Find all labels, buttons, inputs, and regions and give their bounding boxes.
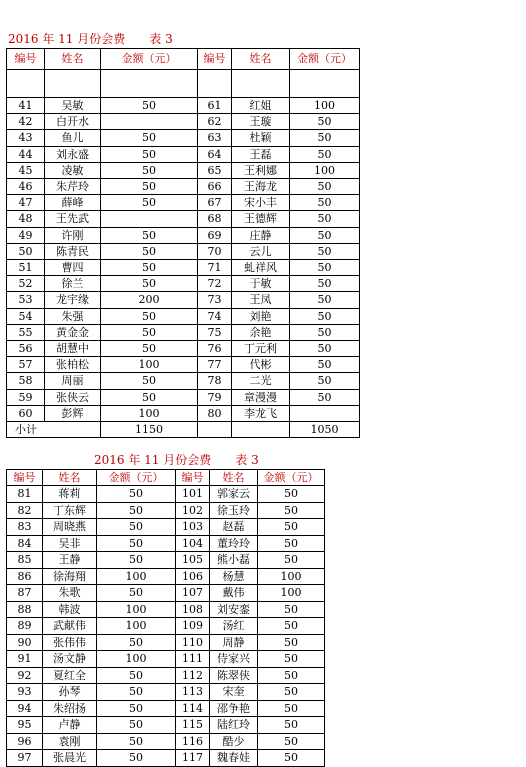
- cell-amount: 50: [101, 130, 198, 146]
- cell-name: 王海龙: [232, 179, 290, 195]
- cell-amount: 50: [101, 341, 198, 357]
- cell-amount: [101, 114, 198, 130]
- header-id: 编号: [7, 470, 43, 486]
- cell-id: 79: [198, 389, 232, 405]
- subtotal-right: 1050: [290, 422, 360, 438]
- cell-name: 章漫漫: [232, 389, 290, 405]
- table-row: [7, 733, 325, 750]
- cell-name: 宋小丰: [232, 195, 290, 211]
- cell-id: 95: [7, 717, 43, 734]
- cell-name: 红姐: [232, 98, 290, 114]
- cell-id: 44: [7, 146, 45, 162]
- header-id: 编号: [7, 49, 45, 70]
- cell-amount: 50: [258, 700, 325, 717]
- table2-body: [7, 486, 325, 767]
- cell-id: 114: [176, 700, 210, 717]
- cell-name: 于敏: [232, 276, 290, 292]
- cell-amount: 100: [97, 651, 176, 668]
- cell-id: 60: [7, 405, 45, 421]
- cell-amount: 50: [101, 179, 198, 195]
- table-row: [7, 750, 325, 767]
- cell-name: 庄静: [232, 227, 290, 243]
- cell-amount: 100: [101, 405, 198, 421]
- cell-name: 汤红: [210, 618, 258, 635]
- cell-name: 王磊: [232, 146, 290, 162]
- header-amount: 金额（元）: [290, 49, 360, 70]
- cell-name: 云儿: [232, 243, 290, 259]
- cell-name: 曹四: [45, 260, 101, 276]
- cell-amount: 50: [290, 389, 360, 405]
- cell-id: 47: [7, 195, 45, 211]
- cell-id: 84: [7, 535, 43, 552]
- cell-name: 凌敏: [45, 162, 101, 178]
- cell-amount: 50: [97, 486, 176, 503]
- cell-id: 63: [198, 130, 232, 146]
- cell-name: 赵磊: [210, 519, 258, 536]
- header-id: 编号: [198, 49, 232, 70]
- cell-name: 陈翠侠: [210, 667, 258, 684]
- cell-id: 93: [7, 684, 43, 701]
- cell-name: 杨慧: [210, 568, 258, 585]
- table-row: [7, 114, 360, 130]
- cell-name: 王先武: [45, 211, 101, 227]
- table-row: [7, 98, 360, 114]
- cell-name: 吴非: [43, 535, 97, 552]
- cell-id: 116: [176, 733, 210, 750]
- cell-name: 丁东辉: [43, 502, 97, 519]
- table-row: [7, 195, 360, 211]
- cell-id: 71: [198, 260, 232, 276]
- cell-amount: 50: [97, 535, 176, 552]
- cell-id: 41: [7, 98, 45, 114]
- cell-id: 77: [198, 357, 232, 373]
- cell-amount: 50: [290, 357, 360, 373]
- cell-amount: 100: [290, 98, 360, 114]
- table-row: [7, 341, 360, 357]
- cell-id: 92: [7, 667, 43, 684]
- cell-amount: 50: [97, 750, 176, 767]
- cell-name: 孙琴: [43, 684, 97, 701]
- cell-id: 51: [7, 260, 45, 276]
- cell-name: 韩波: [43, 601, 97, 618]
- cell-amount: 50: [290, 292, 360, 308]
- cell-amount: 100: [258, 585, 325, 602]
- cell-amount: 100: [97, 568, 176, 585]
- cell-name: 鱼儿: [45, 130, 101, 146]
- cell-id: 70: [198, 243, 232, 259]
- cell-amount: 50: [97, 684, 176, 701]
- table-row: [7, 130, 360, 146]
- cell-name: 吴敏: [45, 98, 101, 114]
- table-row: [7, 502, 325, 519]
- cell-amount: 50: [258, 667, 325, 684]
- table-row: [7, 373, 360, 389]
- cell-name: 朱芹玲: [45, 179, 101, 195]
- cell-name: 郭家云: [210, 486, 258, 503]
- cell-id: 109: [176, 618, 210, 635]
- cell-amount: 100: [101, 357, 198, 373]
- cell-amount: 50: [290, 146, 360, 162]
- cell-amount: 50: [258, 733, 325, 750]
- cell-amount: 50: [101, 162, 198, 178]
- cell-name: 二光: [232, 373, 290, 389]
- cell-name: 戴伟: [210, 585, 258, 602]
- cell-name: 王利娜: [232, 162, 290, 178]
- table-row: [7, 601, 325, 618]
- table-row: [7, 618, 325, 635]
- cell-amount: 50: [290, 373, 360, 389]
- header-amount: 金额（元）: [101, 49, 198, 70]
- cell-name: 董玲玲: [210, 535, 258, 552]
- cell-id: 101: [176, 486, 210, 503]
- header-name: 姓名: [45, 49, 101, 70]
- cell-amount: 50: [97, 552, 176, 569]
- table-row: [7, 486, 325, 503]
- cell-id: 105: [176, 552, 210, 569]
- cell-id: 78: [198, 373, 232, 389]
- cell-name: 代彬: [232, 357, 290, 373]
- table-row: [7, 211, 360, 227]
- cell-id: 46: [7, 179, 45, 195]
- cell-amount: 50: [258, 552, 325, 569]
- cell-amount: 200: [101, 292, 198, 308]
- cell-id: 90: [7, 634, 43, 651]
- cell-amount: 50: [101, 324, 198, 340]
- cell-id: 66: [198, 179, 232, 195]
- cell-id: 43: [7, 130, 45, 146]
- table-row: [7, 568, 325, 585]
- cell-name: 魏春娃: [210, 750, 258, 767]
- header-amount: 金额（元）: [258, 470, 325, 486]
- cell-amount: 50: [101, 243, 198, 259]
- fee-table-2: [6, 469, 325, 767]
- cell-name: 汤文静: [43, 651, 97, 668]
- cell-amount: 50: [258, 618, 325, 635]
- cell-name: 黄金金: [45, 324, 101, 340]
- cell-id: 94: [7, 700, 43, 717]
- cell-id: 104: [176, 535, 210, 552]
- cell-id: 103: [176, 519, 210, 536]
- cell-amount: 50: [101, 373, 198, 389]
- cell-name: 李龙飞: [232, 405, 290, 421]
- cell-amount: 50: [101, 98, 198, 114]
- cell-id: 117: [176, 750, 210, 767]
- cell-amount: 50: [97, 733, 176, 750]
- cell-amount: 50: [258, 717, 325, 734]
- table-row: [7, 260, 360, 276]
- cell-id: 102: [176, 502, 210, 519]
- cell-amount: 50: [258, 519, 325, 536]
- table-row: [7, 179, 360, 195]
- cell-id: 107: [176, 585, 210, 602]
- cell-amount: 100: [97, 601, 176, 618]
- cell-amount: 50: [101, 308, 198, 324]
- cell-name: 张晨光: [43, 750, 97, 767]
- cell-name: 宋奎: [210, 684, 258, 701]
- cell-name: 侍家兴: [210, 651, 258, 668]
- cell-id: 76: [198, 341, 232, 357]
- cell-id: 65: [198, 162, 232, 178]
- cell-id: 58: [7, 373, 45, 389]
- cell-name: 徐海翔: [43, 568, 97, 585]
- cell-amount: 100: [290, 162, 360, 178]
- table-row: [7, 651, 325, 668]
- cell-amount: 50: [258, 535, 325, 552]
- table-header-row: [7, 470, 325, 486]
- cell-amount: 50: [97, 717, 176, 734]
- table-row: [7, 308, 360, 324]
- cell-name: 熊小磊: [210, 552, 258, 569]
- cell-name: 周晓燕: [43, 519, 97, 536]
- table-row: [7, 227, 360, 243]
- cell-amount: 50: [258, 684, 325, 701]
- table-row: [7, 162, 360, 178]
- cell-amount: 50: [290, 130, 360, 146]
- cell-id: 56: [7, 341, 45, 357]
- cell-amount: 50: [290, 195, 360, 211]
- table-row: [7, 667, 325, 684]
- cell-id: 59: [7, 389, 45, 405]
- cell-amount: 50: [290, 227, 360, 243]
- cell-id: 52: [7, 276, 45, 292]
- cell-id: 89: [7, 618, 43, 635]
- cell-id: 87: [7, 585, 43, 602]
- cell-amount: 50: [290, 114, 360, 130]
- cell-amount: 50: [97, 700, 176, 717]
- header-name: 姓名: [210, 470, 258, 486]
- cell-name: 陈青民: [45, 243, 101, 259]
- cell-amount: 50: [97, 502, 176, 519]
- cell-id: 112: [176, 667, 210, 684]
- cell-amount: 50: [290, 211, 360, 227]
- cell-name: 王静: [43, 552, 97, 569]
- table1-body: [7, 98, 360, 422]
- table1-title: 2016 年 11 月份会费 表 3: [8, 32, 173, 46]
- cell-name: 余艳: [232, 324, 290, 340]
- cell-id: 67: [198, 195, 232, 211]
- cell-id: 96: [7, 733, 43, 750]
- header-name: 姓名: [43, 470, 97, 486]
- cell-id: 81: [7, 486, 43, 503]
- cell-name: 蒋莉: [43, 486, 97, 503]
- cell-id: 45: [7, 162, 45, 178]
- cell-amount: 50: [101, 146, 198, 162]
- cell-amount: [290, 405, 360, 421]
- table-row: [7, 684, 325, 701]
- cell-name: 张侠云: [45, 389, 101, 405]
- cell-name: 刘永盛: [45, 146, 101, 162]
- cell-name: 张柏松: [45, 357, 101, 373]
- cell-amount: 50: [258, 502, 325, 519]
- cell-name: 白开水: [45, 114, 101, 130]
- cell-id: 64: [198, 146, 232, 162]
- cell-id: 97: [7, 750, 43, 767]
- table-row: [7, 243, 360, 259]
- cell-name: 张伟伟: [43, 634, 97, 651]
- cell-amount: 50: [290, 324, 360, 340]
- cell-id: 62: [198, 114, 232, 130]
- cell-id: 55: [7, 324, 45, 340]
- cell-id: 86: [7, 568, 43, 585]
- cell-amount: 50: [290, 276, 360, 292]
- cell-amount: 100: [258, 568, 325, 585]
- cell-amount: 50: [290, 260, 360, 276]
- cell-name: 徐玉玲: [210, 502, 258, 519]
- fee-table-1: [6, 48, 360, 438]
- cell-name: 王凤: [232, 292, 290, 308]
- cell-name: 龙宇缘: [45, 292, 101, 308]
- cell-name: 杜颖: [232, 130, 290, 146]
- table-row: [7, 700, 325, 717]
- table-row: [7, 357, 360, 373]
- cell-id: 49: [7, 227, 45, 243]
- cell-amount: 50: [97, 667, 176, 684]
- cell-id: 42: [7, 114, 45, 130]
- cell-amount: 50: [101, 389, 198, 405]
- header-name: 姓名: [232, 49, 290, 70]
- table-row: [7, 585, 325, 602]
- cell-name: 朱歌: [43, 585, 97, 602]
- subtotal-left: 1150: [101, 422, 198, 438]
- cell-id: 115: [176, 717, 210, 734]
- cell-id: 80: [198, 405, 232, 421]
- cell-name: 王德辉: [232, 211, 290, 227]
- cell-name: 周丽: [45, 373, 101, 389]
- cell-name: 卢静: [43, 717, 97, 734]
- table-row: [7, 389, 360, 405]
- cell-id: 110: [176, 634, 210, 651]
- cell-amount: 50: [101, 276, 198, 292]
- cell-id: 54: [7, 308, 45, 324]
- cell-id: 111: [176, 651, 210, 668]
- cell-amount: 100: [97, 618, 176, 635]
- cell-name: 朱绍扬: [43, 700, 97, 717]
- table-row: [7, 324, 360, 340]
- cell-name: 徐兰: [45, 276, 101, 292]
- cell-id: 57: [7, 357, 45, 373]
- cell-id: 82: [7, 502, 43, 519]
- cell-amount: 50: [101, 227, 198, 243]
- subtotal-label: 小计: [7, 422, 101, 438]
- table-row: [7, 634, 325, 651]
- cell-amount: 50: [290, 179, 360, 195]
- cell-amount: [101, 211, 198, 227]
- cell-amount: 50: [101, 260, 198, 276]
- cell-id: 48: [7, 211, 45, 227]
- table-row: [7, 552, 325, 569]
- cell-amount: 50: [258, 634, 325, 651]
- cell-amount: 50: [101, 195, 198, 211]
- cell-amount: 50: [97, 585, 176, 602]
- cell-id: 72: [198, 276, 232, 292]
- cell-name: 夏红全: [43, 667, 97, 684]
- cell-id: 108: [176, 601, 210, 618]
- cell-id: 69: [198, 227, 232, 243]
- cell-id: 50: [7, 243, 45, 259]
- table-row: [7, 292, 360, 308]
- cell-name: 刘艳: [232, 308, 290, 324]
- cell-name: 虬祥风: [232, 260, 290, 276]
- cell-id: 74: [198, 308, 232, 324]
- table-row: [7, 405, 360, 421]
- cell-amount: 50: [290, 243, 360, 259]
- cell-id: 113: [176, 684, 210, 701]
- header-amount: 金额（元）: [97, 470, 176, 486]
- table-row: [7, 717, 325, 734]
- cell-amount: 50: [290, 308, 360, 324]
- cell-name: 许刚: [45, 227, 101, 243]
- cell-id: 83: [7, 519, 43, 536]
- cell-name: 袁刚: [43, 733, 97, 750]
- cell-name: 胡慧中: [45, 341, 101, 357]
- table-row: [7, 519, 325, 536]
- table2-title: 2016 年 11 月份会费 表 3: [94, 453, 259, 467]
- cell-amount: 50: [290, 341, 360, 357]
- cell-name: 彭辉: [45, 405, 101, 421]
- cell-name: 陆红玲: [210, 717, 258, 734]
- cell-id: 68: [198, 211, 232, 227]
- cell-id: 53: [7, 292, 45, 308]
- cell-amount: 50: [258, 601, 325, 618]
- cell-name: 丁元利: [232, 341, 290, 357]
- cell-id: 75: [198, 324, 232, 340]
- cell-id: 91: [7, 651, 43, 668]
- cell-amount: 50: [258, 651, 325, 668]
- table-row: [7, 535, 325, 552]
- table-header-row: [7, 49, 360, 70]
- blank-row: [7, 70, 360, 98]
- cell-name: 王璇: [232, 114, 290, 130]
- table-row: [7, 146, 360, 162]
- cell-id: 73: [198, 292, 232, 308]
- cell-name: 刘安銮: [210, 601, 258, 618]
- subtotal-row: [7, 422, 360, 438]
- cell-name: 酷少: [210, 733, 258, 750]
- header-id: 编号: [176, 470, 210, 486]
- cell-name: 邵争艳: [210, 700, 258, 717]
- cell-amount: 50: [258, 486, 325, 503]
- cell-name: 薛峰: [45, 195, 101, 211]
- cell-id: 61: [198, 98, 232, 114]
- cell-name: 朱强: [45, 308, 101, 324]
- cell-id: 85: [7, 552, 43, 569]
- cell-id: 88: [7, 601, 43, 618]
- table-row: [7, 276, 360, 292]
- cell-amount: 50: [97, 519, 176, 536]
- cell-amount: 50: [258, 750, 325, 767]
- cell-name: 武献伟: [43, 618, 97, 635]
- cell-id: 106: [176, 568, 210, 585]
- cell-name: 周静: [210, 634, 258, 651]
- cell-amount: 50: [97, 634, 176, 651]
